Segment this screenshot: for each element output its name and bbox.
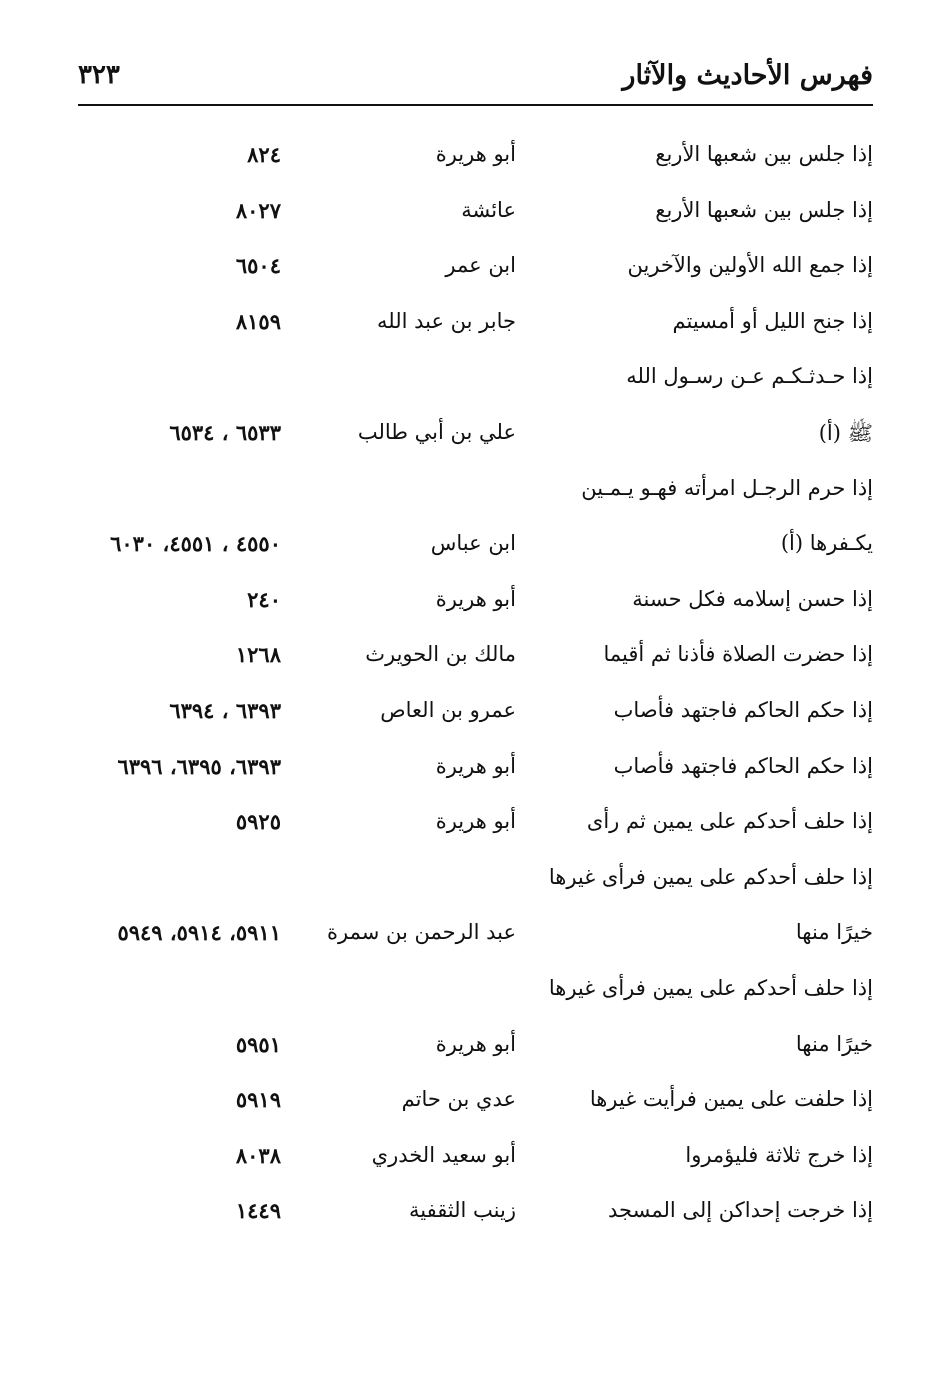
index-entry [78, 295, 873, 351]
page-title: فهرس الأحاديث والآثار [622, 60, 873, 91]
hadith-text: خيرًا منها [795, 1031, 873, 1056]
reference-numbers: ٥٩٢٥ [235, 809, 281, 835]
narrator: أبو هريرة [435, 586, 516, 611]
narrator: عبد الرحمن بن سمرة [327, 920, 516, 945]
narrator: ابن عباس [430, 531, 516, 556]
index-entry [78, 1018, 873, 1074]
hadith-text: إذا جلس بين شعبها الأربع [655, 197, 873, 222]
hadith-text: إذا حـدثـكـم عـن رسـول الله [626, 364, 873, 389]
hadith-text: إذا حلف أحدكم على يمين فرأى غيرها [548, 975, 873, 1000]
narrator: أبو سعيد الخدري [371, 1142, 516, 1167]
narrator: جابر بن عبد الله [376, 308, 516, 333]
narrator: مالك بن الحويرث [365, 642, 516, 667]
index-entry [78, 740, 873, 796]
index-entry [78, 1129, 873, 1185]
reference-numbers: ٤٥٥٠ ، ٤٥٥١، ٦٠٣٠ [110, 531, 281, 557]
index-entry [78, 851, 873, 907]
narrator: عائشة [461, 197, 516, 222]
index-entry [78, 1073, 873, 1129]
reference-numbers: ٨٠٢٧ [235, 197, 281, 223]
hadith-text: إذا جمع الله الأولين والآخرين [627, 253, 873, 278]
index-entry [78, 573, 873, 629]
hadith-text: إذا حرم الرجـل امرأته فهـو يـمـين [581, 475, 873, 500]
hadith-text: ﷺ (أ) [818, 420, 873, 445]
reference-numbers: ١٢٦٨ [235, 642, 281, 668]
index-entries [78, 128, 873, 1240]
hadith-text: إذا خرج ثلاثة فليؤمروا [685, 1142, 873, 1167]
narrator: أبو هريرة [435, 753, 516, 778]
hadith-text: إذا خرجت إحداكن إلى المسجد [608, 1198, 873, 1223]
index-entry [78, 406, 873, 462]
hadith-text: إذا حكم الحاكم فاجتهد فأصاب [613, 697, 873, 722]
reference-numbers: ٨١٥٩ [235, 308, 281, 334]
narrator: أبو هريرة [435, 809, 516, 834]
index-entry [78, 517, 873, 573]
reference-numbers: ٦٣٩٣ ، ٦٣٩٤ [169, 697, 281, 723]
index-entry [78, 184, 873, 240]
index-entry [78, 628, 873, 684]
hadith-text: إذا جنح الليل أو أمسيتم [672, 308, 873, 333]
narrator: عدي بن حاتم [401, 1087, 516, 1112]
hadith-text: إذا حلف أحدكم على يمين فرأى غيرها [548, 864, 873, 889]
header-rule [78, 104, 873, 106]
hadith-text: خيرًا منها [795, 920, 873, 945]
reference-numbers: ٦٥٠٤ [235, 253, 281, 279]
reference-numbers: ٥٩١١، ٥٩١٤، ٥٩٤٩ [117, 920, 281, 946]
page-header [78, 52, 873, 100]
hadith-text: إذا جلس بين شعبها الأربع [655, 142, 873, 166]
narrator: عمرو بن العاص [380, 697, 516, 722]
reference-numbers: ٦٥٣٣ ، ٦٥٣٤ [169, 419, 281, 445]
hadith-text: إذا حسن إسلامه فكل حسنة [632, 586, 873, 611]
narrator: أبو هريرة [435, 142, 516, 166]
hadith-text: إذا حكم الحاكم فاجتهد فأصاب [613, 753, 873, 778]
index-entry [78, 1184, 873, 1240]
reference-numbers: ٦٣٩٣، ٦٣٩٥، ٦٣٩٦ [117, 753, 281, 779]
reference-numbers: ٥٩٥١ [235, 1031, 281, 1057]
hadith-text: يكـفرها (أ) [780, 531, 873, 556]
index-entry [78, 350, 873, 406]
index-entry [78, 462, 873, 518]
index-entry [78, 128, 873, 184]
index-entry [78, 962, 873, 1018]
reference-numbers: ٥٩١٩ [235, 1087, 281, 1113]
reference-numbers: ٨٠٣٨ [235, 1142, 281, 1168]
hadith-text: إذا حلفت على يمين فرأيت غيرها [589, 1087, 873, 1112]
reference-numbers: ١٤٤٩ [235, 1198, 281, 1224]
narrator: علي بن أبي طالب [357, 419, 516, 444]
narrator: أبو هريرة [435, 1031, 516, 1056]
narrator: ابن عمر [445, 253, 516, 278]
index-entry [78, 906, 873, 962]
hadith-text: إذا حلف أحدكم على يمين ثم رأى [586, 809, 873, 834]
reference-numbers: ٨٢٤ [247, 142, 281, 167]
reference-numbers: ٢٤٠ [247, 586, 281, 612]
page-number: ٣٢٣ [78, 60, 120, 90]
hadith-text: إذا حضرت الصلاة فأذنا ثم أقيما [603, 642, 873, 667]
index-entry [78, 239, 873, 295]
index-entry [78, 795, 873, 851]
index-entry [78, 684, 873, 740]
narrator: زينب الثقفية [408, 1198, 516, 1223]
